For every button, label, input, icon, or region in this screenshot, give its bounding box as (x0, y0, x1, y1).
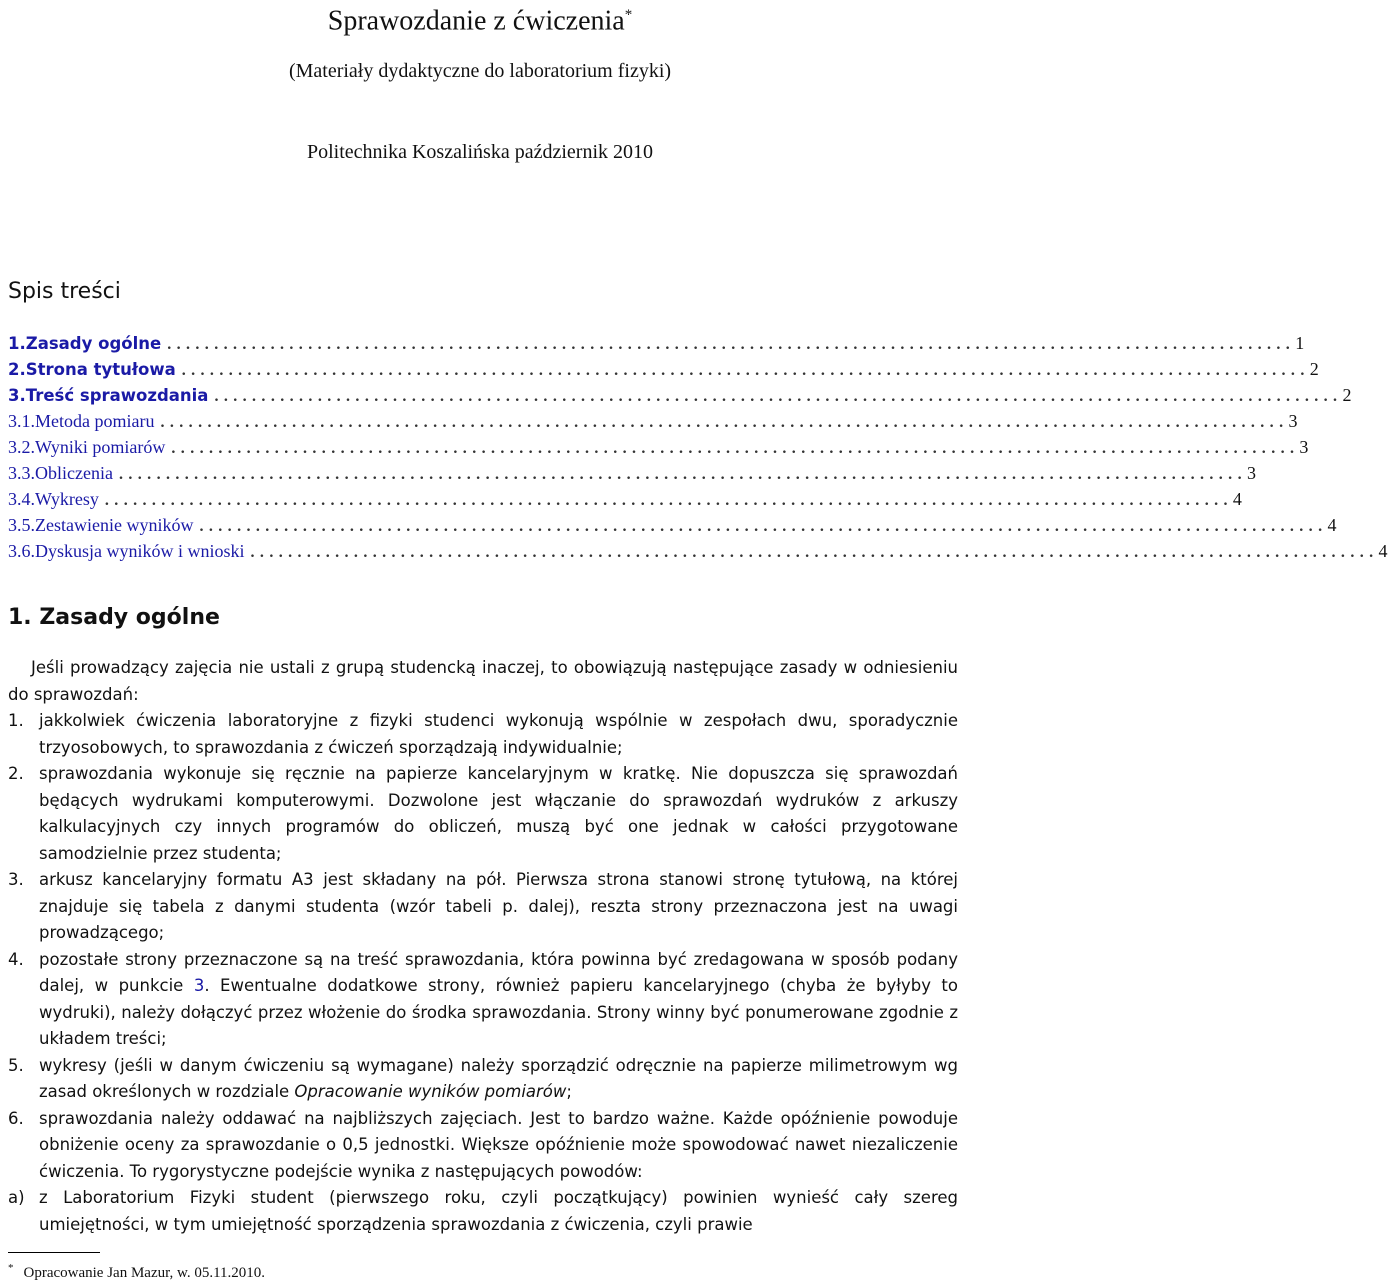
toc-leader-dots: ........................................................................................................................ (250, 544, 1379, 561)
list-item (8, 947, 958, 1053)
list-item-text: sprawozdania należy oddawać na najbliższych zajęciach. Jest to bardzo ważne. Każde opóźnienie powoduje obniżenie oceny za sprawozdanie o 0,5 jednostki. Większe opóźnienie może spowodować nawet niezaliczenie ćwiczenia. To rygorystyczne podejście wynika z następujących powodów: (39, 1108, 958, 1181)
footnote-mark: * (8, 1262, 14, 1274)
toc-entry-page: 2 (1309, 359, 1319, 379)
list-item (8, 761, 958, 867)
list-item-number: 5. (8, 1055, 24, 1075)
sub-list-item-text: z Laboratorium Fizyki student (pierwszego roku, czyli początkujący) powinien wynieść cały szereg umiejętności, w tym umiejętność sporządzenia sprawozdania z ćwiczenia, czyli prawie (39, 1188, 958, 1234)
toc-entry-page: 3 (1246, 463, 1256, 483)
toc-entry-number: 3.2. (8, 437, 35, 457)
list-item-text-part: pozostałe strony przeznaczone są na treść sprawozdania, która powinna być zredagowana w sposób podany dalej, w punkcie (39, 949, 958, 995)
footnote-text: Opracowanie Jan Mazur, w. 05.11.2010. (23, 1265, 266, 1281)
toc-entry-page: 4 (1378, 541, 1388, 561)
toc-leader-dots: ........................................................................................................................ (199, 518, 1328, 535)
document-title-text: Sprawozdanie z ćwiczenia (327, 5, 625, 37)
list-item (8, 1053, 958, 1106)
toc-entry[interactable] (8, 411, 1298, 437)
toc-leader-dots: ........................................................................................................................ (214, 388, 1343, 405)
sub-list-item (8, 1185, 958, 1238)
toc-leader-dots: ........................................................................................................................ (181, 362, 1310, 379)
footnote-mark: * (624, 7, 633, 23)
toc-entry-number: 3.4. (8, 489, 35, 509)
list-item-text (39, 1053, 958, 1106)
toc-entry[interactable] (8, 489, 1242, 515)
toc-entry[interactable] (8, 541, 1388, 567)
list-item (8, 867, 958, 947)
toc-leader-dots: ........................................................................................................................ (104, 492, 1233, 509)
toc-entry-number: 3.6. (8, 541, 35, 561)
list-item-number: 3. (8, 870, 24, 889)
document-affiliation: Politechnika Koszalińska październik 2010 (306, 141, 653, 163)
toc-entry-number: 3.3. (8, 463, 35, 483)
toc-entry-link[interactable]: Metoda pomiaru (35, 411, 155, 431)
toc-entry-number: 3. (8, 386, 26, 405)
toc-leader-dots: ........................................................................................................................ (167, 336, 1296, 353)
toc-entry[interactable] (8, 359, 1319, 385)
toc-entry-page: 4 (1327, 515, 1337, 535)
document-title (0, 0, 960, 36)
list-item-text: sprawozdania wykonuje się ręcznie na papierze kancelaryjnym w kratkę. Nie dopuszcza się sprawozdań będących wydrukami komputerowymi. Dozwolone jest włączanie do sprawozdań wydruków z arkuszy kalkulacyjnych czy innych programów do obliczeń, muszą być one jednak w całości przygotowane samodzielnie przez studenta; (39, 764, 958, 863)
list-item-number: 1. (8, 711, 24, 730)
list-item-text: jakkolwiek ćwiczenia laboratoryjne z fizyki studenci wykonują wspólnie w zespołach dwu, sporadycznie trzyosobowych, to sprawozdania z ćwiczeń sporządzają indywidualnie; (39, 711, 958, 757)
toc-entry-page: 3 (1299, 437, 1309, 457)
toc-entry-link[interactable]: Zestawienie wyników (35, 515, 194, 535)
toc-entry-number: 3.5. (8, 515, 35, 535)
toc-entry-link[interactable]: Strona tytułowa (25, 360, 176, 379)
list-item-number: 6. (8, 1108, 24, 1128)
toc-entry-link[interactable]: Treść sprawozdania (25, 386, 209, 405)
toc-entry-number: 3.1. (8, 411, 35, 431)
section-reference-link[interactable]: 3 (193, 976, 205, 995)
toc-leader-dots: ........................................................................................................................ (160, 414, 1289, 431)
toc-entry[interactable] (8, 463, 1256, 489)
toc-heading: Spis treści (8, 279, 121, 304)
toc-entry[interactable] (8, 437, 1309, 463)
toc-entry-page: 1 (1295, 333, 1305, 353)
intro-paragraph: Jeśli prowadzący zajęcia nie ustali z grupą studencką inaczej, to obowiązują następujące zasady w odniesieniu do sprawozdań: (8, 658, 958, 704)
toc-entry-link[interactable]: Obliczenia (35, 463, 113, 483)
section-body (8, 655, 958, 1238)
list-item-number: 2. (8, 764, 24, 783)
list-item-text-part: wykresy (jeśli w danym ćwiczeniu są wymagane) należy sporządzić odręcznie na papierze milimetrowym wg zasad określonych w rozdziale (39, 1055, 958, 1101)
toc-entry-number: 2. (8, 360, 26, 379)
footnote (8, 1262, 265, 1282)
list-item-number: 4. (8, 949, 24, 969)
toc-entry-link[interactable]: Dyskusja wyników i wnioski (35, 541, 245, 561)
sub-list-item-marker: a) (8, 1188, 25, 1207)
toc-entry-link[interactable]: Wyniki pomiarów (35, 437, 166, 457)
toc-entry-page: 2 (1342, 385, 1352, 405)
footnote-divider (8, 1252, 100, 1253)
list-item (8, 1106, 958, 1186)
list-item (8, 708, 958, 761)
toc-entry-link[interactable]: Zasady ogólne (25, 334, 162, 353)
toc-entry[interactable] (8, 385, 1352, 411)
toc-entry-link[interactable]: Wykresy (35, 489, 99, 509)
chapter-title-emphasis: Opracowanie wyników pomiarów (294, 1082, 567, 1101)
document-subtitle: (Materiały dydaktyczne do laboratorium fizyki) (288, 60, 672, 82)
toc-entry[interactable] (8, 333, 1305, 359)
table-of-contents (8, 333, 1388, 567)
list-item-text-part: . Ewentualne dodatkowe strony, również papieru kancelaryjnego (chyba że byłyby to wydruki), należy dołączyć przez włożenie do środka sprawozdania. Strony winny być ponumerowane zgodnie z układem treści; (39, 976, 958, 1048)
toc-entry-page: 4 (1232, 489, 1242, 509)
toc-leader-dots: ........................................................................................................................ (118, 466, 1247, 483)
section-heading: 1. Zasady ogólne (8, 605, 220, 630)
toc-entry[interactable] (8, 515, 1337, 541)
list-item-text: arkusz kancelaryjny formatu A3 jest składany na pół. Pierwsza strona stanowi stronę tytułową, na której znajduje się tabela z danymi studenta (wzór tabeli p. dalej), reszta strony przeznaczona jest na uwagi prowadzącego; (39, 870, 958, 942)
toc-entry-number: 1. (8, 334, 26, 353)
list-item-text (39, 947, 958, 1053)
toc-entry-page: 3 (1288, 411, 1298, 431)
toc-leader-dots: ........................................................................................................................ (171, 440, 1300, 457)
list-item-text-part: ; (566, 1082, 572, 1101)
